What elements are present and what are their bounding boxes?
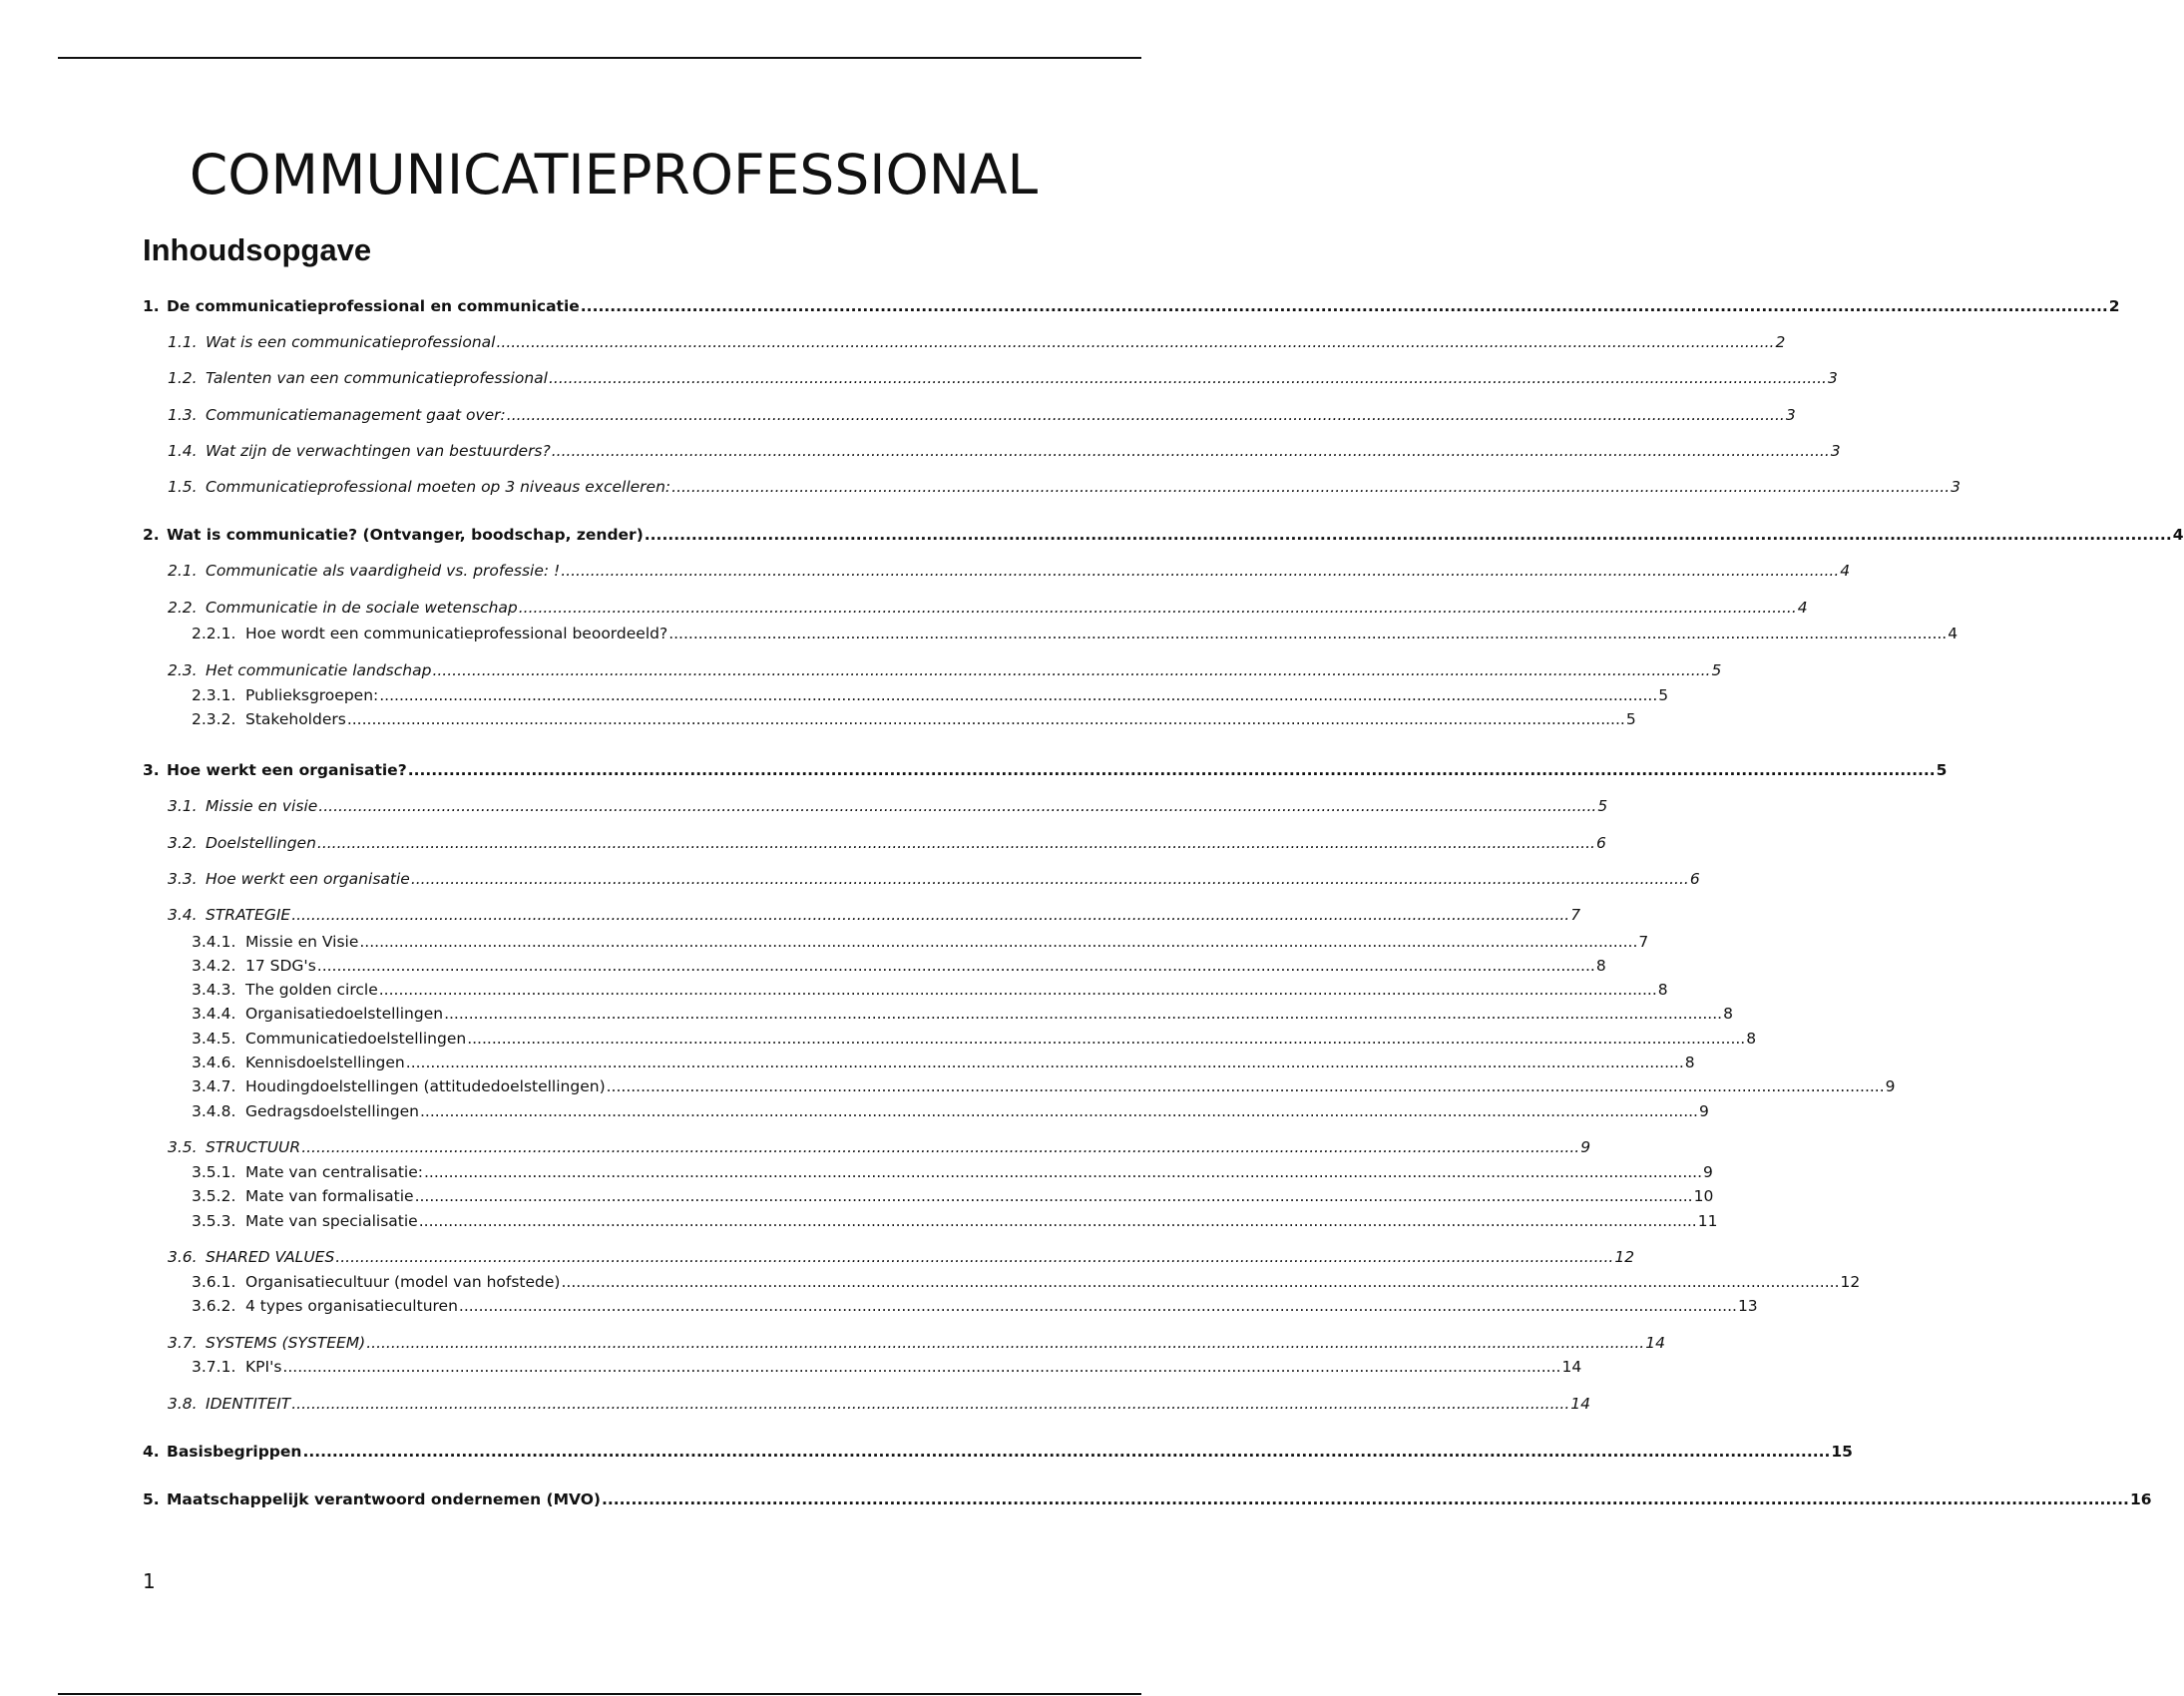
toc-entry-title: Hoe wordt een communicatieprofessional beoordeeld?	[245, 625, 668, 642]
toc-dot-leader: ....................................................................................................................................................................................................................................................................	[419, 1102, 1698, 1120]
toc-dot-leader: ....................................................................................................................................................................................................................................................................	[467, 1030, 1746, 1048]
toc-entry-number: 3.4.8.	[192, 1102, 236, 1120]
toc-entry[interactable]	[168, 597, 1808, 619]
toc-dot-leader: ....................................................................................................................................................................................................................................................................	[506, 406, 1785, 424]
toc-entry-number: 1.	[143, 297, 160, 315]
toc-entry[interactable]	[168, 1393, 1591, 1415]
toc-entry-title: 17 SDG's	[245, 957, 316, 975]
toc-dot-leader: ....................................................................................................................................................................................................................................................................	[359, 933, 1638, 951]
toc-dot-leader: ....................................................................................................................................................................................................................................................................	[316, 957, 1595, 975]
toc-entry-number: 2.2.1.	[192, 625, 236, 642]
toc-entry-title: IDENTITEIT	[206, 1395, 291, 1413]
toc-entry-page: 3	[1951, 478, 1962, 496]
toc-entry[interactable]	[168, 904, 1581, 926]
toc-entry-number: 3.5.	[168, 1138, 198, 1156]
toc-entry-title: Houdingdoelstellingen (attitudedoelstellingen)	[245, 1077, 606, 1095]
toc-entry-title: 4 types organisatieculturen	[245, 1297, 458, 1315]
toc-entry-title: Wat is een communicatieprofessional	[206, 333, 496, 351]
toc-entry-number: 3.3.	[168, 870, 198, 888]
toc-dot-leader: ....................................................................................................................................................................................................................................................................	[458, 1297, 1737, 1315]
toc-entry-number: 1.1.	[168, 333, 198, 351]
toc-dot-leader: ....................................................................................................................................................................................................................................................................	[424, 1163, 1703, 1181]
toc-entry-page: 10	[1693, 1187, 1714, 1205]
toc-entry-number: 3.5.1.	[192, 1163, 236, 1181]
toc-entry[interactable]	[192, 1295, 1758, 1317]
toc-entry-number: 3.5.2.	[192, 1187, 236, 1205]
toc-entry-title: Communicatiemanagement gaat over:	[206, 406, 506, 424]
toc-entry-page: 2	[2108, 297, 2120, 315]
toc-dot-leader: ....................................................................................................................................................................................................................................................................	[580, 297, 2108, 315]
toc-entry-number: 3.2.	[168, 834, 198, 852]
toc-dot-leader: ....................................................................................................................................................................................................................................................................	[606, 1077, 1885, 1095]
toc-entry-page: 8	[1684, 1054, 1695, 1071]
toc-entry[interactable]	[168, 560, 1851, 582]
toc-entry-title: SHARED VALUES	[206, 1248, 335, 1266]
toc-dot-leader: ....................................................................................................................................................................................................................................................................	[366, 1334, 1645, 1352]
toc-entry-number: 3.8.	[168, 1395, 198, 1413]
toc-entry[interactable]	[168, 1136, 1591, 1158]
toc-entry-title: Mate van centralisatie:	[245, 1163, 423, 1181]
toc-entry-page: 13	[1737, 1297, 1758, 1315]
toc-entry-number: 3.7.1.	[192, 1358, 236, 1376]
header-rule	[58, 57, 1141, 59]
toc-dot-leader: ....................................................................................................................................................................................................................................................................	[302, 1443, 1831, 1461]
toc-dot-leader: ....................................................................................................................................................................................................................................................................	[378, 981, 1657, 999]
toc-entry-title: KPI's	[245, 1358, 282, 1376]
toc-entry-number: 2.2.	[168, 599, 198, 617]
toc-entry-page: 7	[1638, 933, 1649, 951]
toc-entry[interactable]	[168, 476, 1962, 498]
toc-dot-leader: ....................................................................................................................................................................................................................................................................	[518, 599, 1797, 617]
document-title: COMMUNICATIEPROFESSIONAL	[189, 143, 1039, 207]
toc-entry-title: Mate van specialisatie	[245, 1212, 418, 1230]
toc-entry-number: 1.5.	[168, 478, 198, 496]
toc-dot-leader: ....................................................................................................................................................................................................................................................................	[444, 1005, 1723, 1023]
toc-entry[interactable]	[168, 1332, 1665, 1354]
toc-entry[interactable]	[168, 659, 1722, 681]
toc-entry-number: 5.	[143, 1490, 160, 1508]
toc-entry-title: STRATEGIE	[206, 906, 291, 924]
toc-dot-leader: ....................................................................................................................................................................................................................................................................	[316, 834, 1595, 852]
toc-entry-page: 8	[1657, 981, 1668, 999]
toc-dot-leader: ....................................................................................................................................................................................................................................................................	[432, 661, 1711, 679]
toc-entry-page: 4	[2172, 526, 2184, 544]
toc-entry-title: Talenten van een communicatieprofessional	[206, 369, 548, 387]
toc-entry-number: 3.	[143, 761, 160, 779]
toc-entry-page: 9	[1699, 1102, 1709, 1120]
toc-entry-page: 8	[1746, 1030, 1757, 1048]
toc-entry[interactable]	[192, 1161, 1713, 1183]
page-number: 1	[143, 1569, 156, 1593]
toc-entry-title: Gedragsdoelstellingen	[245, 1102, 419, 1120]
toc-entry[interactable]	[143, 1441, 1853, 1463]
toc-entry-title: Wat is communicatie? (Ontvanger, boodschap, zender)	[167, 526, 644, 544]
toc-entry[interactable]	[192, 955, 1606, 977]
toc-dot-leader: ....................................................................................................................................................................................................................................................................	[410, 870, 1689, 888]
toc-entry-page: 9	[1885, 1077, 1896, 1095]
toc-entry-page: 14	[1561, 1358, 1582, 1376]
toc-entry-title: The golden circle	[245, 981, 378, 999]
toc-entry-page: 12	[1840, 1273, 1861, 1291]
toc-entry-title: Hoe werkt een organisatie?	[167, 761, 407, 779]
toc-entry-number: 2.3.2.	[192, 710, 236, 728]
toc-entry[interactable]	[192, 931, 1649, 953]
toc-entry-title: Communicatiedoelstellingen	[245, 1030, 467, 1048]
toc-entry-number: 3.5.3.	[192, 1212, 236, 1230]
toc-entry-page: 5	[1658, 686, 1669, 704]
toc-entry-number: 3.7.	[168, 1334, 198, 1352]
footer-rule	[58, 1693, 1141, 1695]
toc-entry-title: Het communicatie landschap	[206, 661, 432, 679]
toc-dot-leader: ....................................................................................................................................................................................................................................................................	[602, 1490, 2129, 1508]
toc-entry-number: 2.3.1.	[192, 686, 236, 704]
toc-entry-number: 2.3.	[168, 661, 198, 679]
toc-entry-page: 16	[2129, 1490, 2152, 1508]
toc-entry-number: 4.	[143, 1443, 160, 1461]
toc-entry-title: De communicatieprofessional en communicatie	[167, 297, 580, 315]
toc-entry-page: 4	[1948, 625, 1959, 642]
toc-entry-number: 3.6.	[168, 1248, 198, 1266]
toc-entry[interactable]	[143, 1488, 2152, 1510]
toc-entry-title: Basisbegrippen	[167, 1443, 302, 1461]
toc-entry-page: 9	[1703, 1163, 1713, 1181]
toc-entry[interactable]	[168, 832, 1606, 854]
toc-dot-leader: ....................................................................................................................................................................................................................................................................	[335, 1248, 1614, 1266]
toc-dot-leader: ....................................................................................................................................................................................................................................................................	[644, 526, 2172, 544]
toc-entry-page: 11	[1697, 1212, 1718, 1230]
toc-entry[interactable]	[168, 440, 1841, 462]
toc-entry-number: 3.4.	[168, 906, 198, 924]
toc-entry-title: Organisatiecultuur (model van hofstede)	[245, 1273, 561, 1291]
toc-entry-title: Hoe werkt een organisatie	[206, 870, 410, 888]
toc-entry[interactable]	[192, 1271, 1861, 1293]
toc-entry-title: Doelstellingen	[206, 834, 316, 852]
toc-entry[interactable]	[168, 868, 1700, 890]
toc-entry-title: SYSTEMS (SYSTEEM)	[206, 1334, 366, 1352]
toc-entry-number: 2.	[143, 526, 160, 544]
toc-entry[interactable]	[192, 1100, 1709, 1122]
toc-entry-page: 8	[1595, 957, 1606, 975]
toc-entry-title: Wat zijn de verwachtingen van bestuurders?	[206, 442, 551, 460]
toc-entry-page: 3	[1828, 369, 1838, 387]
toc-entry-title: Communicatieprofessional moeten op 3 niveaus excelleren:	[206, 478, 671, 496]
toc-entry-page: 5	[1597, 797, 1608, 815]
toc-dot-leader: ....................................................................................................................................................................................................................................................................	[407, 761, 1936, 779]
toc-entry-title: Mate van formalisatie	[245, 1187, 414, 1205]
toc-dot-leader: ....................................................................................................................................................................................................................................................................	[548, 369, 1827, 387]
toc-heading: Inhoudsopgave	[143, 232, 372, 267]
toc-entry-number: 3.4.1.	[192, 933, 236, 951]
toc-entry[interactable]	[168, 367, 1838, 389]
toc-entry-title: Communicatie in de sociale wetenschap	[206, 599, 518, 617]
toc-entry-page: 5	[1936, 761, 1948, 779]
toc-entry[interactable]	[192, 1075, 1896, 1097]
toc-entry[interactable]	[192, 1185, 1714, 1207]
toc-entry-page: 5	[1625, 710, 1636, 728]
toc-dot-leader: ....................................................................................................................................................................................................................................................................	[291, 1395, 1570, 1413]
toc-entry-page: 14	[1645, 1334, 1665, 1352]
toc-entry-page: 3	[1830, 442, 1841, 460]
toc-entry[interactable]	[192, 1028, 1757, 1050]
toc-entry-number: 3.6.1.	[192, 1273, 236, 1291]
toc-dot-leader: ....................................................................................................................................................................................................................................................................	[318, 797, 1597, 815]
toc-entry-page: 14	[1570, 1395, 1591, 1413]
toc-entry[interactable]	[192, 623, 1959, 644]
toc-entry-title: Kennisdoelstellingen	[245, 1054, 405, 1071]
toc-dot-leader: ....................................................................................................................................................................................................................................................................	[418, 1212, 1697, 1230]
toc-entry-title: STRUCTUUR	[206, 1138, 301, 1156]
toc-entry-page: 4	[1840, 562, 1851, 580]
toc-entry-page: 12	[1614, 1248, 1635, 1266]
toc-entry-title: Communicatie als vaardigheid vs. professie: !	[206, 562, 561, 580]
toc-dot-leader: ....................................................................................................................................................................................................................................................................	[671, 478, 1951, 496]
toc-dot-leader: ....................................................................................................................................................................................................................................................................	[496, 333, 1775, 351]
toc-entry[interactable]	[168, 404, 1796, 426]
toc-entry-page: 6	[1689, 870, 1700, 888]
toc-entry[interactable]	[192, 708, 1636, 730]
toc-dot-leader: ....................................................................................................................................................................................................................................................................	[282, 1358, 1561, 1376]
toc-entry[interactable]	[168, 331, 1786, 353]
toc-entry-title: Stakeholders	[245, 710, 346, 728]
toc-entry[interactable]	[168, 1246, 1635, 1268]
toc-entry-title: Maatschappelijk verantwoord ondernemen (MVO)	[167, 1490, 601, 1508]
toc-entry-title: Publieksgroepen:	[245, 686, 379, 704]
toc-dot-leader: ....................................................................................................................................................................................................................................................................	[301, 1138, 1580, 1156]
toc-entry[interactable]	[143, 295, 2120, 317]
toc-entry-number: 3.1.	[168, 797, 198, 815]
toc-dot-leader: ....................................................................................................................................................................................................................................................................	[405, 1054, 1684, 1071]
toc-dot-leader: ....................................................................................................................................................................................................................................................................	[346, 710, 1625, 728]
toc-dot-leader: ....................................................................................................................................................................................................................................................................	[414, 1187, 1693, 1205]
toc-entry-number: 1.3.	[168, 406, 198, 424]
toc-entry-page: 4	[1797, 599, 1808, 617]
toc-entry-number: 3.4.2.	[192, 957, 236, 975]
toc-entry[interactable]	[168, 795, 1608, 817]
toc-entry[interactable]	[192, 979, 1668, 1001]
toc-entry-number: 3.6.2.	[192, 1297, 236, 1315]
toc-entry-number: 3.4.3.	[192, 981, 236, 999]
toc-entry[interactable]	[192, 1052, 1695, 1073]
toc-entry-page: 5	[1711, 661, 1722, 679]
toc-entry-title: Organisatiedoelstellingen	[245, 1005, 444, 1023]
toc-dot-leader: ....................................................................................................................................................................................................................................................................	[379, 686, 1658, 704]
toc-entry-number: 2.1.	[168, 562, 198, 580]
toc-entry-page: 15	[1831, 1443, 1853, 1461]
toc-entry[interactable]	[192, 1210, 1718, 1232]
toc-entry-page: 7	[1570, 906, 1581, 924]
toc-entry-number: 3.4.7.	[192, 1077, 236, 1095]
toc-entry[interactable]	[192, 1356, 1582, 1378]
toc-dot-leader: ....................................................................................................................................................................................................................................................................	[551, 442, 1830, 460]
toc-entry[interactable]	[192, 684, 1669, 706]
toc-entry-number: 1.4.	[168, 442, 198, 460]
toc-entry-number: 1.2.	[168, 369, 198, 387]
toc-dot-leader: ....................................................................................................................................................................................................................................................................	[291, 906, 1570, 924]
toc-entry[interactable]	[143, 524, 2184, 546]
toc-entry-page: 3	[1785, 406, 1796, 424]
toc-dot-leader: ....................................................................................................................................................................................................................................................................	[561, 562, 1840, 580]
toc-entry-page: 8	[1723, 1005, 1733, 1023]
toc-entry-page: 6	[1595, 834, 1606, 852]
toc-dot-leader: ....................................................................................................................................................................................................................................................................	[561, 1273, 1840, 1291]
toc-entry[interactable]	[192, 1003, 1733, 1025]
toc-entry[interactable]	[143, 759, 1948, 781]
toc-entry-number: 3.4.4.	[192, 1005, 236, 1023]
toc-entry-title: Missie en Visie	[245, 933, 359, 951]
toc-entry-number: 3.4.5.	[192, 1030, 236, 1048]
toc-entry-page: 9	[1580, 1138, 1591, 1156]
toc-entry-page: 2	[1775, 333, 1786, 351]
toc-entry-number: 3.4.6.	[192, 1054, 236, 1071]
toc-entry-title: Missie en visie	[206, 797, 318, 815]
toc-dot-leader: ....................................................................................................................................................................................................................................................................	[668, 625, 1948, 642]
